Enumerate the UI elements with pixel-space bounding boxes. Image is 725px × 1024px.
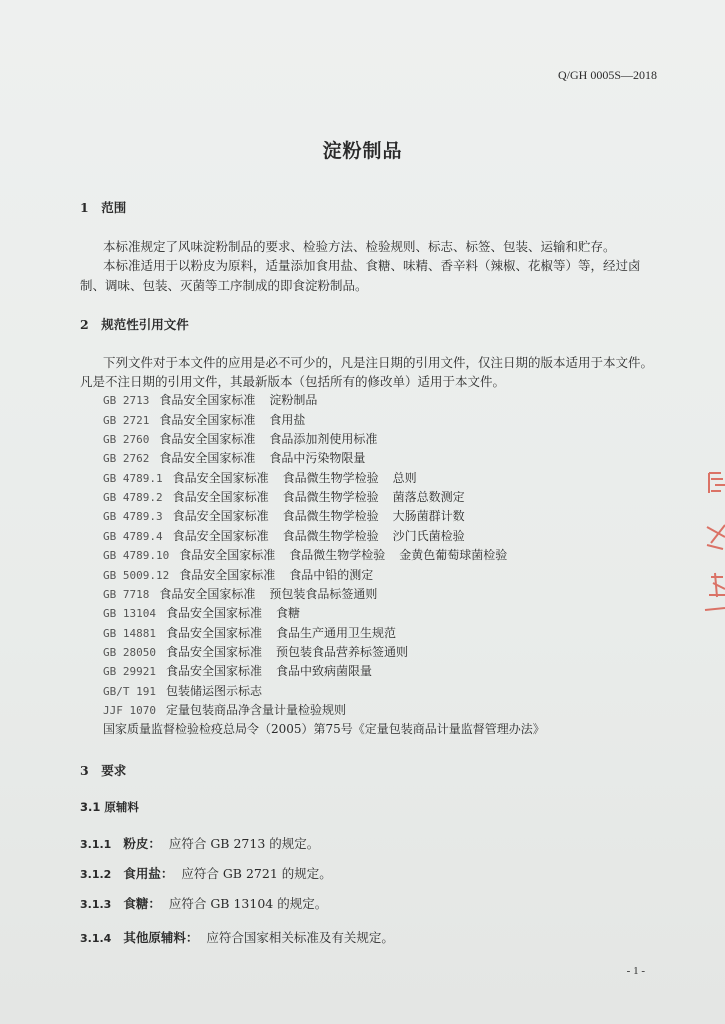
reference-code: GB 4789.3: [103, 510, 163, 523]
reference-item: [103, 507, 465, 524]
reference-subject: 预包装食品标签通则: [269, 587, 378, 601]
reference-code: GB 4789.1: [103, 472, 163, 485]
reference-name: 食品安全国家标准: [179, 568, 276, 582]
reference-item: [103, 449, 379, 466]
reference-code: GB 5009.12: [103, 569, 170, 582]
reference-subject: 食品微生物学检验: [282, 509, 379, 523]
reference-item: [103, 585, 391, 602]
requirement-number: 3.1.4: [80, 932, 112, 945]
reference-code: GB 14881: [103, 627, 156, 640]
reference-name: 食品安全国家标准: [172, 509, 269, 523]
requirement-body: 应符合 GB 13104 的规定。: [168, 896, 328, 911]
reference-subject: 淀粉制品: [269, 393, 318, 407]
reference-code: GB 2721: [103, 414, 150, 427]
reference-name: 食品安全国家标准: [159, 393, 256, 407]
reference-detail: 总则: [392, 471, 417, 485]
reference-item: [103, 411, 319, 428]
reference-subject: 食品中污染物限量: [269, 451, 366, 465]
reference-subject: 食品微生物学检验: [282, 529, 379, 543]
refs-intro-line-1: 下列文件对于本文件的应用是必不可少的，凡是注日期的引用文件，仅注日期的版本适用于本文件。: [103, 355, 654, 370]
reference-code: GB 4789.10: [103, 549, 170, 562]
reference-code: GB 2762: [103, 452, 150, 465]
reference-code: GB 4789.4: [103, 530, 163, 543]
requirement-key: 食糖：: [123, 896, 161, 911]
reference-decree: 国家质量监督检验检疫总局令（2005）第75号《定量包装商品计量监督管理办法》: [103, 722, 545, 736]
reference-detail: 菌落总数测定: [392, 490, 465, 504]
reference-detail: 大肠菌群计数: [392, 509, 465, 523]
requirement-key: 食用盐：: [123, 866, 174, 881]
reference-detail: 沙门氏菌检验: [392, 529, 465, 543]
requirement-body: 应符合 GB 2721 的规定。: [181, 866, 332, 881]
requirement-item: [80, 834, 319, 852]
reference-code: GB 13104: [103, 607, 156, 620]
reference-name: 包装储运图示标志: [165, 684, 262, 698]
requirement-number: 3.1.3: [80, 898, 112, 911]
reference-item: [103, 662, 386, 679]
reference-item: [103, 488, 465, 505]
requirement-key: 其他原辅料：: [123, 930, 199, 945]
reference-name: 食品安全国家标准: [165, 626, 262, 640]
requirement-body: 应符合 GB 2713 的规定。: [168, 836, 320, 851]
reference-code: GB 4789.2: [103, 491, 163, 504]
requirement-number: 3.1.1: [80, 838, 112, 851]
section-3-heading: 3 要求: [80, 763, 127, 778]
requirement-body: 应符合国家相关标准及有关规定。: [206, 930, 394, 945]
reference-detail: 金黄色葡萄球菌检验: [399, 548, 508, 562]
reference-name: 食品安全国家标准: [159, 587, 256, 601]
section-1-heading: 1 范围: [80, 200, 127, 215]
reference-name: 食品安全国家标准: [172, 490, 269, 504]
reference-item: [103, 566, 387, 583]
page-title: 淀粉制品: [322, 140, 403, 162]
reference-code: GB 2713: [103, 394, 150, 407]
reference-item: [103, 527, 465, 544]
reference-item: [103, 701, 374, 718]
reference-name: 食品安全国家标准: [172, 529, 269, 543]
reference-subject: 食品生产通用卫生规范: [276, 626, 397, 640]
reference-name: 食品安全国家标准: [165, 645, 262, 659]
reference-subject: 食品添加剂使用标准: [269, 432, 378, 446]
reference-subject: 食品中铅的测定: [289, 568, 374, 582]
reference-subject: 食品微生物学检验: [282, 490, 379, 504]
requirement-item: [80, 928, 394, 946]
document-code: Q/GH 0005S—2018: [557, 68, 657, 82]
reference-code: GB 7718: [103, 588, 150, 601]
reference-subject: 食糖: [276, 606, 301, 620]
requirement-number: 3.1.2: [80, 868, 112, 881]
reference-subject: 预包装食品营养标签通则: [276, 645, 409, 659]
reference-item: [103, 624, 410, 641]
reference-subject: 食品中致病菌限量: [276, 664, 373, 678]
page-number: - 1 -: [626, 965, 645, 977]
reference-code: GB/T 191: [103, 685, 156, 698]
reference-subject: 食品微生物学检验: [282, 471, 379, 485]
section-3-1-heading: 3.1 原辅料: [80, 800, 139, 814]
reference-name: 食品安全国家标准: [165, 606, 262, 620]
reference-item: [103, 682, 290, 699]
reference-name: 定量包装商品净含量计量检验规则: [165, 703, 346, 717]
reference-code: GB 2760: [103, 433, 150, 446]
scope-paragraph-2-line-2: 制、调味、包装、灭菌等工序制成的即食淀粉制品。: [80, 278, 368, 293]
refs-intro-line-2: 凡是不注日期的引用文件，其最新版本（包括所有的修改单）适用于本文件。: [80, 374, 506, 389]
reference-item: [103, 469, 417, 486]
reference-name: 食品安全国家标准: [179, 548, 276, 562]
reference-item: [103, 643, 422, 660]
reference-code: GB 28050: [103, 646, 156, 659]
requirement-key: 粉皮：: [123, 836, 161, 851]
reference-subject: 食用盐: [269, 413, 306, 427]
reference-name: 食品安全国家标准: [165, 664, 262, 678]
reference-name: 食品安全国家标准: [172, 471, 269, 485]
reference-code: JJF 1070: [103, 704, 156, 717]
requirement-item: [80, 894, 327, 912]
scope-paragraph-2-line-1: 本标准适用于以粉皮为原料，适量添加食用盐、食糖、味精、香辛料（辣椒、花椒等）等，经过卤: [103, 258, 641, 273]
seal-stamp: [703, 465, 725, 615]
scope-paragraph-1: 本标准规定了风味淀粉制品的要求、检验方法、检验规则、标志、标签、包装、运输和贮存。: [103, 239, 616, 254]
reference-item: [103, 391, 331, 408]
reference-code: GB 29921: [103, 665, 156, 678]
section-2-heading: 2 规范性引用文件: [80, 317, 189, 332]
reference-item: [103, 430, 391, 447]
requirement-item: [80, 864, 332, 882]
reference-name: 食品安全国家标准: [159, 413, 256, 427]
reference-name: 食品安全国家标准: [159, 451, 256, 465]
reference-item: [103, 604, 314, 621]
reference-item: [103, 546, 507, 563]
reference-subject: 食品微生物学检验: [289, 548, 386, 562]
reference-name: 食品安全国家标准: [159, 432, 256, 446]
